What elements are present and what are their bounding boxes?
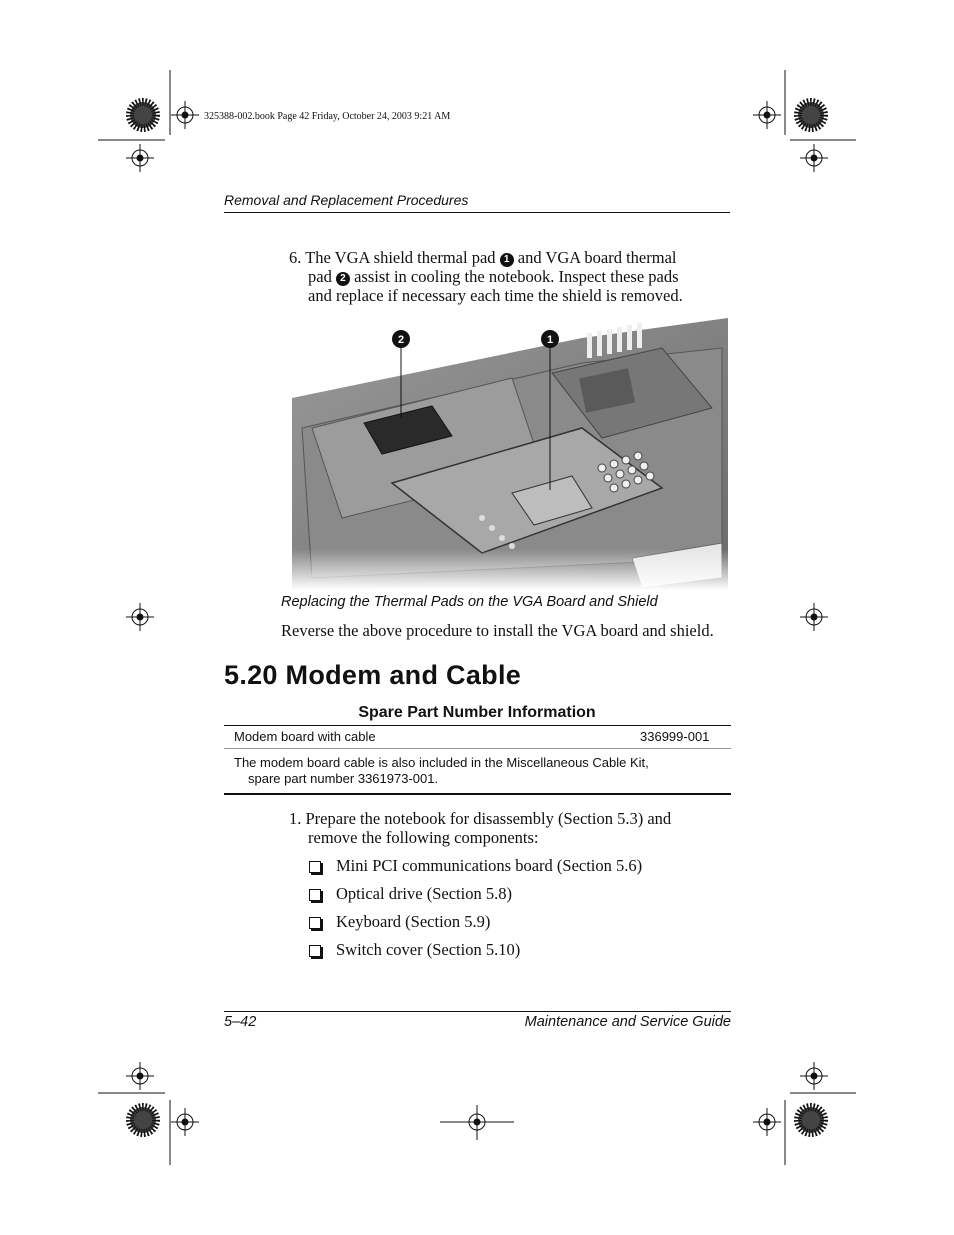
checkbox-bullet-icon [309,917,321,929]
callout-2-icon: 2 [336,272,350,286]
page-number: 5–42 [224,1014,257,1030]
vga-board-figure [282,318,728,590]
checkbox-bullet-icon [309,889,321,901]
print-slug: 325388-002.book Page 42 Friday, October 24, 2003 9:21 AM [204,111,451,122]
step-6: 6. The VGA shield thermal pad 1 and VGA board thermal [289,248,677,267]
spare-table-title: Spare Part Number Information [358,704,596,721]
table-top-rule [224,725,731,726]
table-bottom-rule [224,793,731,795]
footer-rule [224,1011,731,1012]
table-mid-rule [224,748,731,749]
table-row-item: Modem board with cable [234,729,376,744]
callout-1-icon: 1 [500,253,514,267]
figure-callout-2-icon [392,330,410,348]
header-rule [224,212,730,213]
table-row-part-number: 336999-001 [640,729,710,744]
reverse-paragraph: Reverse the above procedure to install the VGA board and shield. [281,621,714,640]
svg-text:1: 1 [546,334,554,346]
running-header: Removal and Replacement Procedures [224,192,469,208]
step-number: 6. [289,248,302,267]
footer-title: Maintenance and Service Guide [524,1014,731,1030]
table-note-line2: spare part number 3361973-001. [248,771,439,786]
checkbox-bullet-icon [309,945,321,957]
checkbox-bullet-icon [309,861,321,873]
step-number: 1. [289,809,302,828]
table-note-line1: The modem board cable is also included in the Miscellaneous Cable Kit, [234,755,649,770]
section-title: 5.20 Modem and Cable [224,660,522,690]
step-1: 1. Prepare the notebook for disassembly (Section 5.3) and [289,809,672,828]
figure-callout-1-icon [541,330,559,348]
svg-text:2: 2 [397,334,405,346]
figure-caption: Replacing the Thermal Pads on the VGA Board and Shield [281,594,658,610]
